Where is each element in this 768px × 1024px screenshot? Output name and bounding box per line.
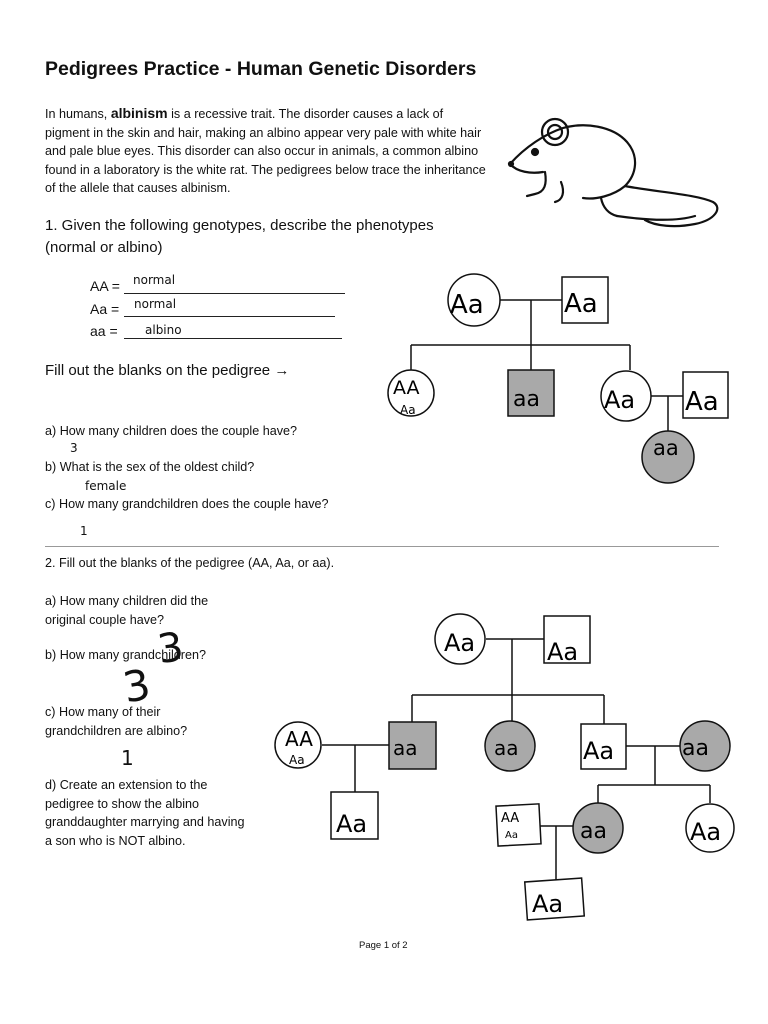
ped2-gc1-genotype: Aa: [336, 810, 368, 838]
phenotype-answer-1: normal: [133, 273, 176, 287]
ped1-child2-genotype: aa: [513, 387, 540, 412]
genotype-label-aa-dominant: AA =: [90, 278, 120, 294]
q2c-answer: 1: [121, 746, 134, 770]
ped1-spouse3-genotype: Aa: [685, 387, 719, 417]
ped1-grandchild-genotype: aa: [653, 436, 679, 460]
q1c-question: c) How many grandchildren does the couple have?: [45, 497, 329, 511]
ped2-spouse3-genotype: aa: [682, 736, 709, 761]
q2-prompt: 2. Fill out the blanks of the pedigree (AA, Aa, or aa).: [45, 556, 335, 570]
fill-pedigree-instruction: Fill out the blanks on the pedigree →: [45, 362, 290, 379]
ped2-spouse1-genotype-bottom: Aa: [289, 753, 305, 767]
q1b-question: b) What is the sex of the oldest child?: [45, 460, 255, 474]
q1c-answer: 1: [80, 524, 88, 538]
intro-text-start: In humans,: [45, 107, 111, 121]
q2c-question: c) How many of their grandchildren are albino?: [45, 705, 188, 738]
phenotype-answer-2: normal: [134, 297, 177, 311]
q2a-question: a) How many children did the original couple have?: [45, 594, 209, 627]
ped2-ext-spouse-genotype-top: AA: [501, 811, 520, 826]
ped1-child1-genotype-top: AA: [393, 377, 420, 399]
ped1-child3-genotype: Aa: [604, 386, 636, 414]
ped1-parent-male-genotype: Aa: [564, 289, 598, 319]
q1a-question: a) How many children does the couple have?: [45, 424, 298, 438]
q1b-answer: female: [85, 479, 127, 493]
genotype-label-recessive: aa =: [90, 323, 118, 339]
q2b-question: b) How many grandchildren?: [45, 648, 207, 662]
ped2-parent-female-genotype: Aa: [444, 629, 476, 657]
ped1-parent-female-genotype: Aa: [450, 290, 484, 320]
intro-bold-term: albinism: [110, 105, 168, 121]
ped2-child3-genotype: Aa: [583, 737, 615, 765]
q2b-answer: 3: [119, 659, 155, 713]
ped2-spouse1-genotype-top: AA: [285, 727, 313, 751]
ped2-gc2-genotype: aa: [580, 819, 607, 844]
q1a-answer: 3: [70, 441, 78, 455]
intro-text-rest: is a recessive trait. The disorder causes a lack of pigment in the skin and hair, making an albino appear very pale with white hair and pale blue eyes. This disorder can also occur in animals, a common albino found in a laboratory is the white rat. The pedigrees below trace the inheritance of the allele that causes albinism.: [45, 107, 486, 196]
ped2-child1-genotype: aa: [393, 736, 418, 760]
ped2-ext-spouse-genotype-bottom: Aa: [505, 830, 518, 841]
page-title: Pedigrees Practice - Human Genetic Disorders: [45, 58, 477, 80]
page-footer: Page 1 of 2: [359, 940, 408, 951]
q2a-answer: 3: [154, 624, 187, 674]
ped2-gc3-genotype: Aa: [690, 818, 722, 846]
q1-prompt: 1. Given the following genotypes, describe the phenotypes (normal or albino): [45, 217, 434, 256]
ped2-child2-genotype: aa: [494, 736, 519, 760]
q2d-question: d) Create an extension to the pedigree to show the albino granddaughter marrying and having a son who is NOT albino.: [45, 778, 245, 848]
ped2-parent-male-genotype: Aa: [547, 638, 579, 666]
ped1-child1-genotype-bottom: Aa: [400, 403, 416, 417]
genotype-label-heterozygous: Aa =: [90, 301, 120, 317]
ped2-ext-son-genotype: Aa: [532, 890, 564, 918]
phenotype-answer-3: albino: [145, 323, 182, 337]
